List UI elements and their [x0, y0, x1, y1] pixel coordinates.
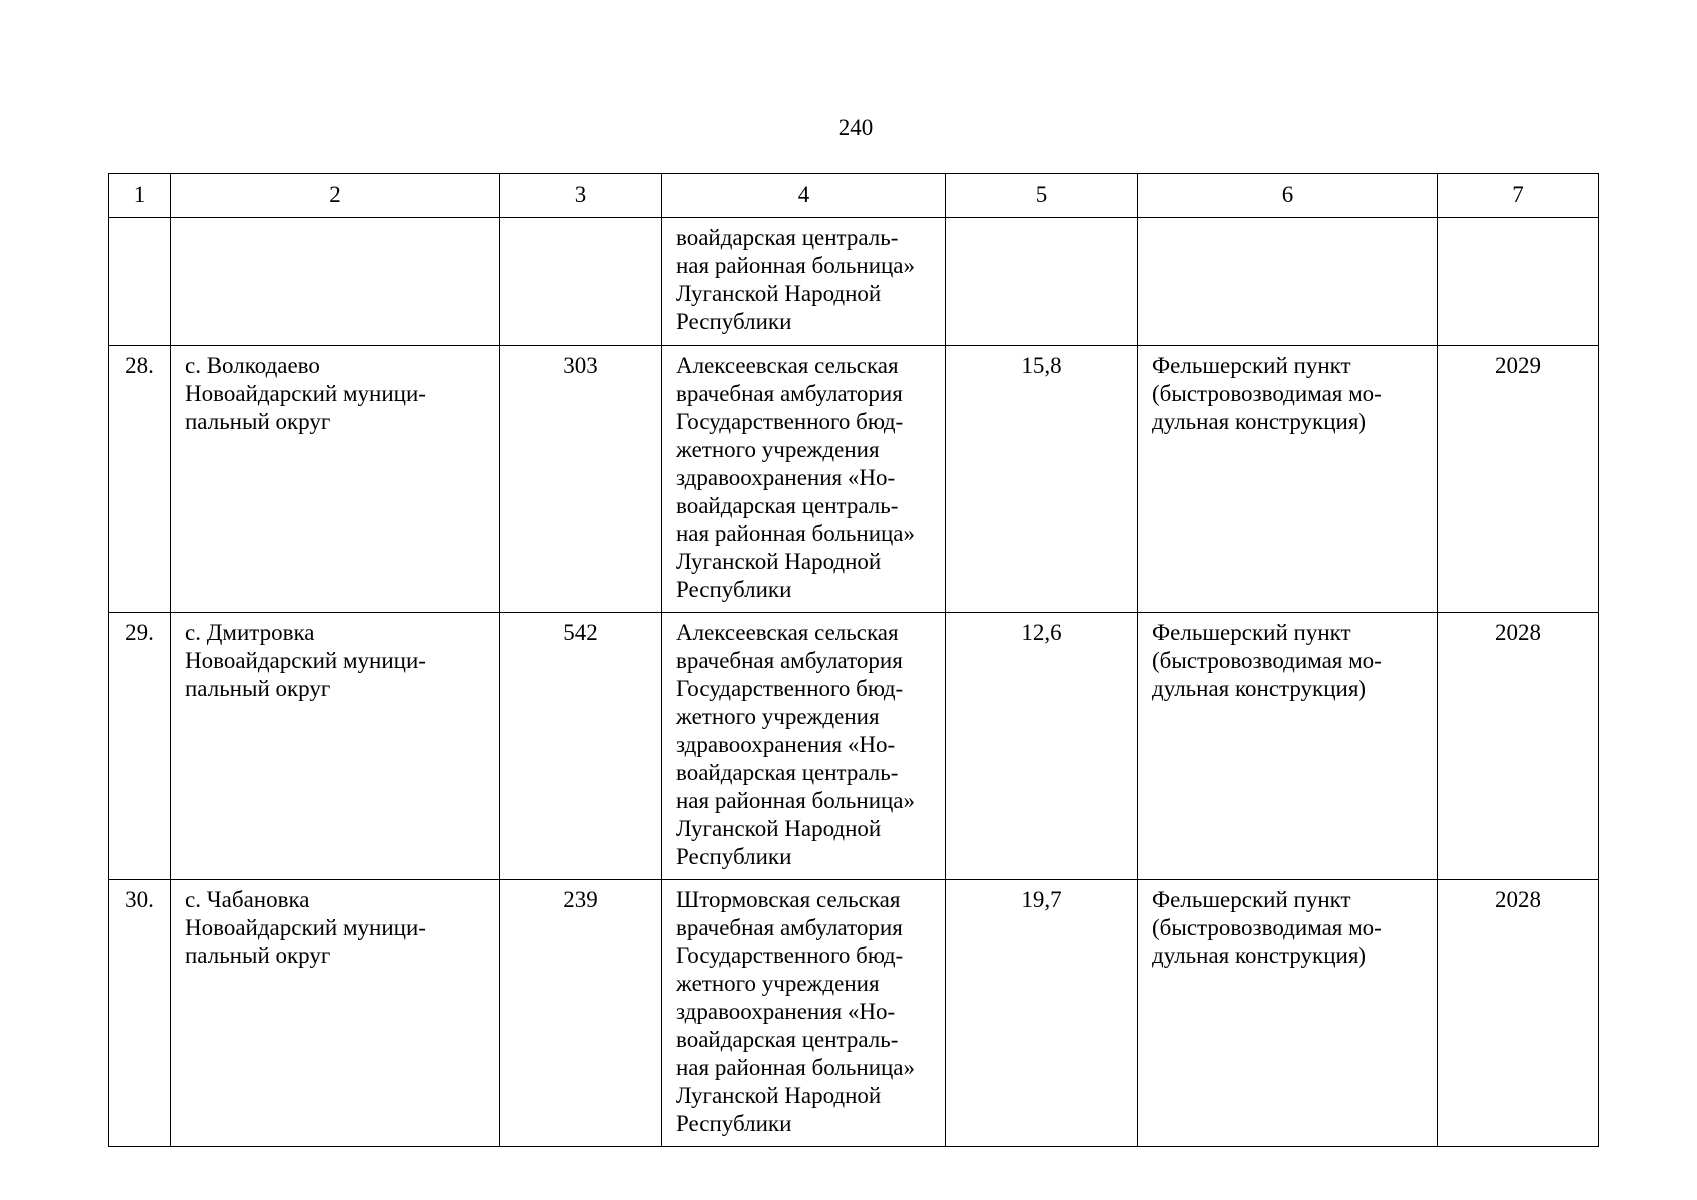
- row-number: 29.: [125, 620, 154, 645]
- page-number: 240: [838, 115, 874, 140]
- header-cell: 3: [500, 174, 662, 218]
- text-line: жетного учреждения: [676, 437, 880, 462]
- text-line: Республики: [676, 844, 792, 869]
- row-number: 30.: [125, 887, 154, 912]
- row-number-cell: [109, 613, 171, 880]
- table-row: [109, 880, 1599, 1147]
- text-line: (быстровозводимая мо-: [1152, 915, 1382, 940]
- text-line: воайдарская централь-: [676, 225, 899, 250]
- year: 2029: [1495, 353, 1541, 378]
- object-cell: [1138, 880, 1438, 1147]
- row-number-cell: [109, 880, 171, 1147]
- cell-empty: [946, 218, 1138, 346]
- distance-cell: [946, 613, 1138, 880]
- header-cell: 7: [1438, 174, 1599, 218]
- year-cell: [1438, 613, 1599, 880]
- year-cell: [1438, 346, 1599, 613]
- table-row: [109, 346, 1599, 613]
- population-cell: [500, 880, 662, 1147]
- row-number: 28.: [125, 353, 154, 378]
- year: 2028: [1495, 887, 1541, 912]
- header-cell: 4: [662, 174, 946, 218]
- locality-cell: [171, 613, 500, 880]
- text-line: Государственного бюд-: [676, 676, 904, 701]
- population: 542: [563, 620, 598, 645]
- year: 2028: [1495, 620, 1541, 645]
- text-line: Луганской Народной: [676, 1083, 882, 1108]
- population: 303: [563, 353, 598, 378]
- text-line: с. Чабановка: [185, 887, 310, 912]
- cell-empty: [500, 218, 662, 346]
- institution-cell: [662, 346, 946, 613]
- table-row: [109, 613, 1599, 880]
- locality-cell: [171, 346, 500, 613]
- text-line: врачебная амбулатория: [676, 381, 903, 406]
- text-line: Новоайдарский муници-: [185, 648, 426, 673]
- text-line: (быстровозводимая мо-: [1152, 381, 1382, 406]
- cell-empty: [109, 218, 171, 346]
- header-cell: 2: [171, 174, 500, 218]
- text-line: Штормовская сельская: [676, 887, 901, 912]
- text-line: Новоайдарский муници-: [185, 381, 426, 406]
- text-line: Фельшерский пункт: [1152, 353, 1351, 378]
- text-line: Государственного бюд-: [676, 943, 904, 968]
- text-line: воайдарская централь-: [676, 760, 899, 785]
- institution-cell: [662, 880, 946, 1147]
- text-line: с. Волкодаево: [185, 353, 320, 378]
- distance: 15,8: [1021, 353, 1062, 378]
- text-line: пальный округ: [185, 409, 331, 434]
- text-line: Новоайдарский муници-: [185, 915, 426, 940]
- text-line: пальный округ: [185, 943, 331, 968]
- header-cell: 1: [109, 174, 171, 218]
- text-line: Луганской Народной: [676, 816, 882, 841]
- text-line: (быстровозводимая мо-: [1152, 648, 1382, 673]
- text-line: здравоохранения «Но-: [676, 999, 896, 1024]
- institution-cell: [662, 218, 946, 346]
- table-body: [109, 346, 1599, 1147]
- text-line: дульная конструкция): [1152, 409, 1367, 434]
- table-row-continuation: [109, 218, 1599, 346]
- distance-cell: [946, 880, 1138, 1147]
- text-line: ная районная больница»: [676, 521, 916, 546]
- text-line: врачебная амбулатория: [676, 915, 903, 940]
- table-header-row: [109, 174, 1599, 218]
- year-cell: [1438, 880, 1599, 1147]
- text-line: ная районная больница»: [676, 253, 916, 278]
- cell-empty: [1438, 218, 1599, 346]
- object-cell: [1138, 346, 1438, 613]
- cell-empty: [1138, 218, 1438, 346]
- text-line: ная районная больница»: [676, 1055, 916, 1080]
- text-line: воайдарская централь-: [676, 493, 899, 518]
- text-line: Луганской Народной: [676, 549, 882, 574]
- text-line: Республики: [676, 1111, 792, 1136]
- institution-cell: [662, 613, 946, 880]
- text-line: Республики: [676, 309, 792, 334]
- text-line: жетного учреждения: [676, 704, 880, 729]
- text-line: Алексеевская сельская: [676, 620, 899, 645]
- population: 239: [563, 887, 598, 912]
- text-line: с. Дмитровка: [185, 620, 315, 645]
- text-line: дульная конструкция): [1152, 676, 1367, 701]
- text-line: здравоохранения «Но-: [676, 732, 896, 757]
- distance: 12,6: [1021, 620, 1062, 645]
- distance: 19,7: [1021, 887, 1062, 912]
- facilities-table: [108, 173, 1599, 1147]
- locality-cell: [171, 880, 500, 1147]
- population-cell: [500, 613, 662, 880]
- distance-cell: [946, 346, 1138, 613]
- text-line: пальный округ: [185, 676, 331, 701]
- header-cell: 5: [946, 174, 1138, 218]
- row-number-cell: [109, 346, 171, 613]
- text-line: Алексеевская сельская: [676, 353, 899, 378]
- population-cell: [500, 346, 662, 613]
- text-line: Луганской Народной: [676, 281, 882, 306]
- text-line: Государственного бюд-: [676, 409, 904, 434]
- text-line: жетного учреждения: [676, 971, 880, 996]
- text-line: Фельшерский пункт: [1152, 887, 1351, 912]
- text-line: ная районная больница»: [676, 788, 916, 813]
- object-cell: [1138, 613, 1438, 880]
- text-line: врачебная амбулатория: [676, 648, 903, 673]
- header-cell: 6: [1138, 174, 1438, 218]
- text-line: здравоохранения «Но-: [676, 465, 896, 490]
- text-line: Республики: [676, 577, 792, 602]
- text-line: воайдарская централь-: [676, 1027, 899, 1052]
- text-line: дульная конструкция): [1152, 943, 1367, 968]
- text-line: Фельшерский пункт: [1152, 620, 1351, 645]
- cell-empty: [171, 218, 500, 346]
